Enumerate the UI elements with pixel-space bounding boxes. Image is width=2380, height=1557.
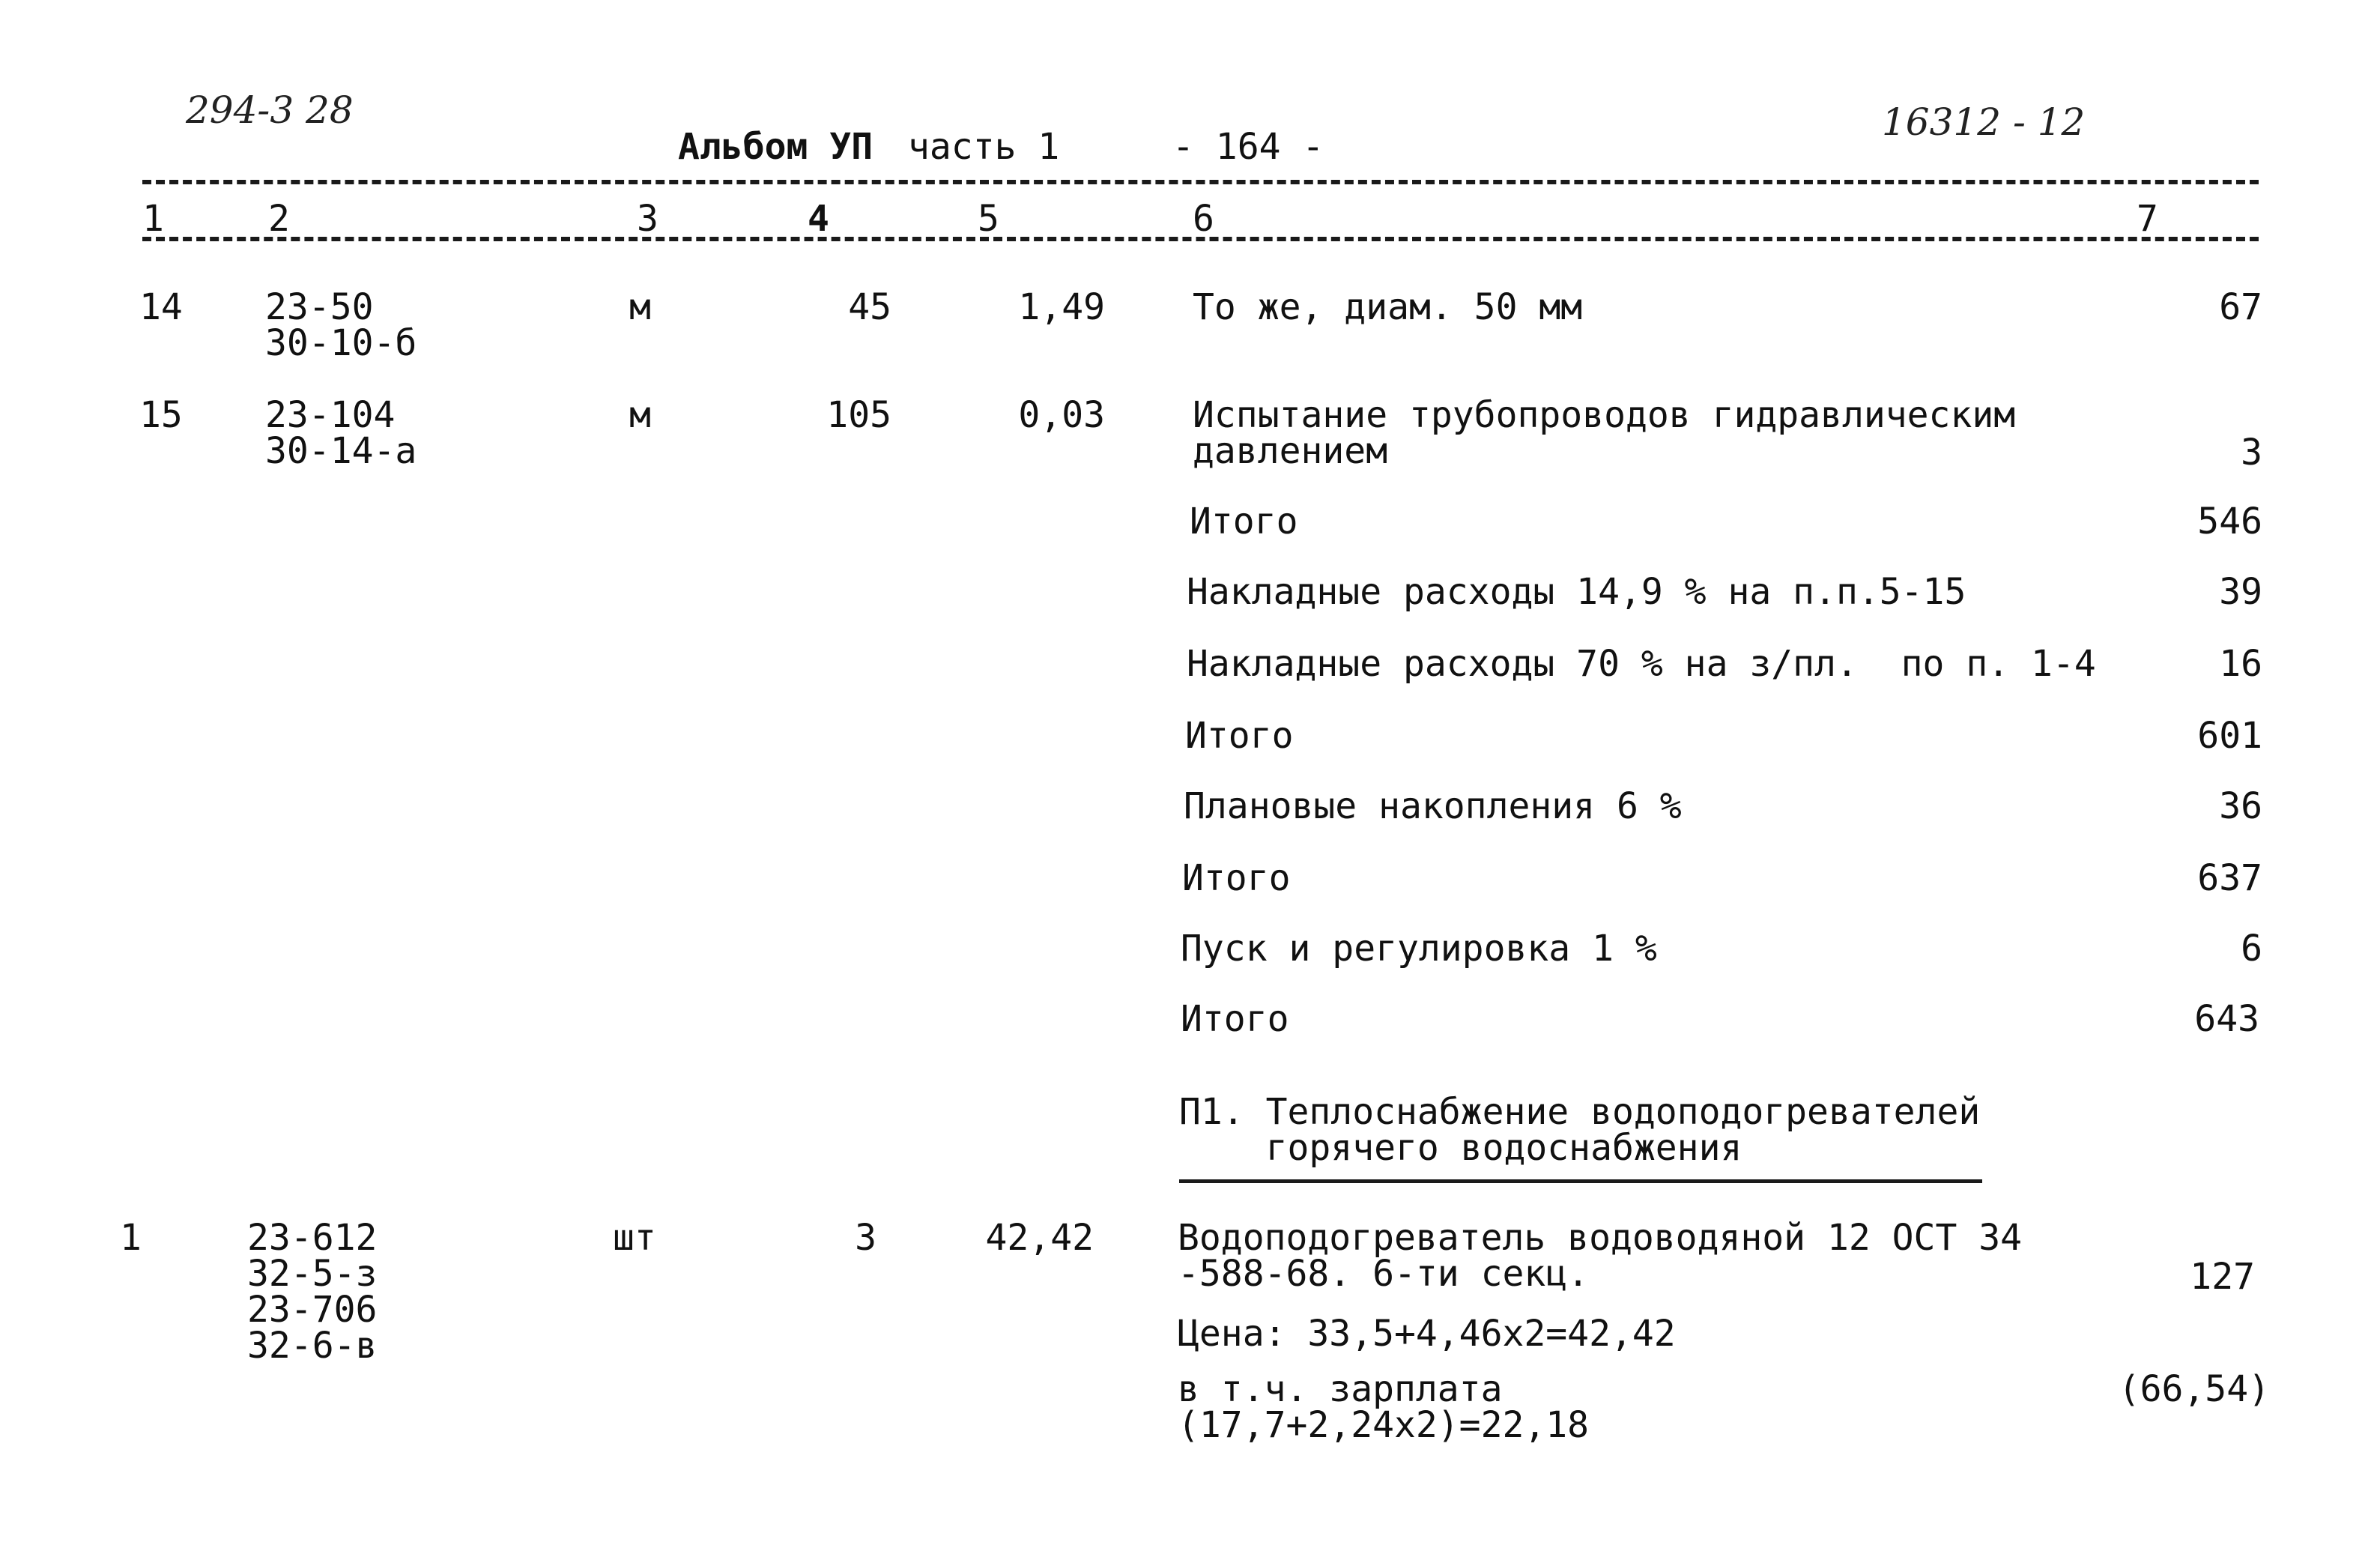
summary-value: 637 bbox=[2197, 857, 2262, 899]
summary-value: 6 bbox=[2241, 928, 2262, 970]
item-1-price-note: Цена: 33,5+4,46х2=42,42 bbox=[1178, 1313, 1676, 1355]
summary-label: Итого bbox=[1185, 715, 1294, 757]
row-15-total: 3 bbox=[2241, 432, 2262, 474]
row-14-price: 1,49 bbox=[1018, 286, 1105, 328]
row-14-unit: м bbox=[629, 286, 651, 328]
item-1-number: 1 bbox=[120, 1217, 142, 1259]
summary-label: Итого bbox=[1181, 998, 1289, 1040]
row-14-description: То же, диам. 50 мм bbox=[1193, 286, 1583, 328]
summary-label: Накладные расходы 70 % на з/пл. по п. 1-4 bbox=[1187, 643, 2096, 685]
summary-value: 16 bbox=[2219, 643, 2262, 685]
summary-value: 601 bbox=[2197, 715, 2262, 757]
row-14-number: 14 bbox=[139, 286, 183, 328]
column-header-7: 7 bbox=[2137, 198, 2158, 240]
summary-label: Плановые накопления 6 % bbox=[1184, 785, 1682, 827]
handwritten-left-note: 294-3 28 bbox=[186, 88, 354, 132]
summary-label: Накладные расходы 14,9 % на п.п.5-15 bbox=[1187, 571, 1966, 613]
item-1-total: 127 bbox=[2190, 1256, 2255, 1298]
summary-label: Итого bbox=[1182, 857, 1291, 899]
summary-label: Пуск и регулировка 1 % bbox=[1181, 928, 1657, 970]
summary-label: Итого bbox=[1190, 501, 1298, 542]
summary-value: 39 bbox=[2219, 571, 2262, 613]
item-1-wage-value: (66,54) bbox=[2118, 1368, 2270, 1410]
page-number: - 164 - bbox=[1172, 126, 1324, 168]
album-label: Альбом УП bbox=[678, 126, 873, 168]
row-15-number: 15 bbox=[139, 394, 183, 436]
handwritten-right-note: 16312 - 12 bbox=[1882, 100, 2086, 144]
row-15-description: Испытание трубопроводов гидравлическим давлением bbox=[1193, 394, 2016, 472]
row-15-code: 23-104 30-14-а bbox=[265, 394, 417, 472]
summary-value: 546 bbox=[2197, 501, 2262, 542]
column-header-1: 1 bbox=[142, 198, 164, 240]
item-1-price: 42,42 bbox=[985, 1217, 1094, 1259]
item-1-code: 23-612 32-5-з 23-706 32-6-в bbox=[247, 1217, 378, 1367]
row-15-unit: м bbox=[629, 394, 651, 436]
item-1-description: Водоподогреватель водоводяной 12 ОСТ 34 -588-68. 6-ти секц. bbox=[1178, 1217, 2023, 1295]
row-14-total: 67 bbox=[2219, 286, 2262, 328]
header-dashed-line-top bbox=[142, 180, 2259, 184]
summary-value: 643 bbox=[2194, 998, 2259, 1040]
column-header-5: 5 bbox=[978, 198, 999, 240]
item-1-quantity: 3 bbox=[855, 1217, 876, 1259]
row-15-price: 0,03 bbox=[1018, 394, 1105, 436]
section-title-underline bbox=[1179, 1179, 1982, 1183]
part-label: часть 1 bbox=[908, 126, 1060, 168]
item-1-wage-note: в т.ч. зарплата (17,7+2,24х2)=22,18 bbox=[1178, 1368, 1590, 1446]
column-header-6: 6 bbox=[1193, 198, 1214, 240]
row-14-code: 23-50 30-10-б bbox=[265, 286, 417, 364]
header-dashed-line-bottom bbox=[142, 237, 2259, 241]
row-14-quantity: 45 bbox=[848, 286, 891, 328]
column-header-2: 2 bbox=[268, 198, 290, 240]
column-header-3: 3 bbox=[637, 198, 658, 240]
column-header-4: 4 bbox=[808, 198, 829, 240]
row-15-quantity: 105 bbox=[826, 394, 891, 436]
item-1-unit: шт bbox=[613, 1217, 656, 1259]
summary-value: 36 bbox=[2219, 785, 2262, 827]
section-title: П1. Теплоснабжение водоподогревателей горячего водоснабжения bbox=[1179, 1091, 1981, 1169]
